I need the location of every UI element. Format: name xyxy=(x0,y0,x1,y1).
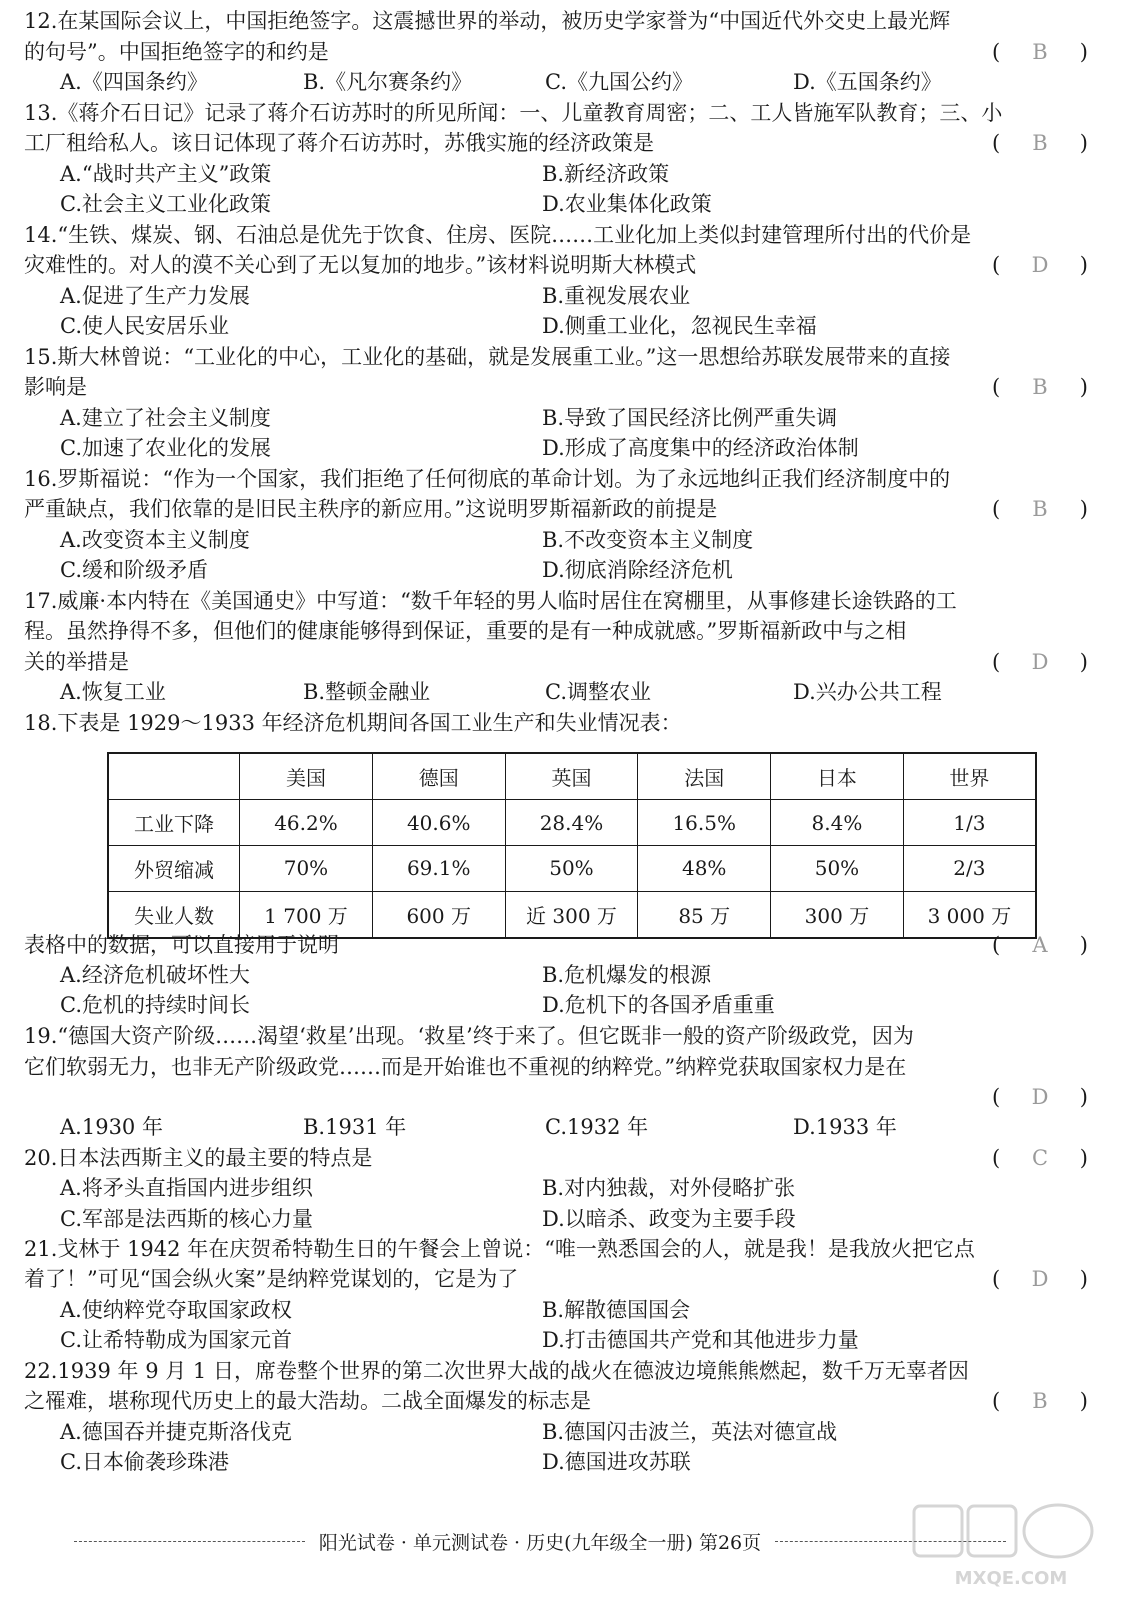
option-C: C.军部是法西斯的核心力量 xyxy=(60,1207,313,1231)
table-row xyxy=(108,891,1036,938)
question-20-stem-line xyxy=(24,1143,1088,1173)
stem-text: 之罹难，堪称现代历史上的最大浩劫。二战全面爆发的标志是 xyxy=(24,1389,591,1413)
question-12-options xyxy=(60,67,1088,97)
question-19-stem-line xyxy=(24,1021,1088,1051)
question-16-options xyxy=(60,525,1088,555)
answer-paren-open: ( xyxy=(992,497,1001,521)
table-cell: 70% xyxy=(240,845,373,891)
stem-text: 14.“生铁、煤炭、钢、石油总是优先于饮食、住房、医院……工业化加上类似封建管理所付出的代价是 xyxy=(24,223,972,247)
option-D: D.德国进攻苏联 xyxy=(542,1450,691,1474)
stem-text: 16.罗斯福说：“作为一个国家，我们拒绝了任何彻底的革命计划。为了永远地纠正我们经济制度中的 xyxy=(24,467,951,491)
question-14-stem-line xyxy=(24,250,1088,280)
option-D: D.危机下的各国矛盾重重 xyxy=(542,993,775,1017)
table-cell: 28.4% xyxy=(505,800,638,846)
answer-paren-close: ) xyxy=(1079,933,1088,957)
option-D: D.1933 年 xyxy=(793,1115,897,1139)
table-cell: 85 万 xyxy=(638,891,771,938)
table-row xyxy=(108,800,1036,846)
question-13-stem-line xyxy=(24,98,1088,128)
option-B: B.重视发展农业 xyxy=(542,284,691,308)
answer-paren-open: ( xyxy=(992,131,1001,155)
option-C: C.1932 年 xyxy=(545,1115,649,1139)
question-22-stem-line xyxy=(24,1386,1088,1416)
option-B: B.《凡尔赛条约》 xyxy=(303,70,473,94)
question-22-stem-line xyxy=(24,1356,1088,1386)
stem-text: 严重缺点，我们依靠的是旧民主秩序的新应用。”这说明罗斯福新政的前提是 xyxy=(24,497,718,521)
question-21-stem-line xyxy=(24,1234,1088,1264)
option-A: A.建立了社会主义制度 xyxy=(60,406,271,430)
option-A: A.使纳粹党夺取国家政权 xyxy=(60,1298,292,1322)
footer-dash-left xyxy=(74,1541,305,1542)
stem-text: 19.“德国大资产阶级……渴望‘救星’出现。‘救星’终于来了。但它既非一般的资产阶级政党，因为 xyxy=(24,1024,914,1048)
answer-key: B xyxy=(1032,131,1048,155)
answer-key: C xyxy=(1031,1146,1049,1170)
option-B: B.整顿金融业 xyxy=(303,680,431,704)
option-B: B.不改变资本主义制度 xyxy=(542,528,754,552)
option-B: B.德国闪击波兰，英法对德宣战 xyxy=(542,1420,838,1444)
answer-key: B xyxy=(1032,1389,1048,1413)
question-19-stem-line xyxy=(24,1052,1088,1082)
answer-key: A xyxy=(1032,933,1048,957)
option-A: A.将矛头直指国内进步组织 xyxy=(60,1176,313,1200)
table-cell: 1 700 万 xyxy=(240,891,373,938)
stem-text: 20.日本法西斯主义的最主要的特点是 xyxy=(24,1146,373,1170)
table-header-cell: 日本 xyxy=(771,753,904,800)
answer-key: B xyxy=(1032,375,1048,399)
table-cell: 50% xyxy=(771,845,904,891)
stem-text: 18.下表是 1929～1933 年经济危机期间各国工业生产和失业情况表： xyxy=(24,711,682,735)
question-19-options xyxy=(60,1112,1088,1142)
stem-text: 15.斯大林曾说：“工业化的中心，工业化的基础，就是发展重工业。”这一思想给苏联发展带来的直接 xyxy=(24,345,951,369)
table-cell: 3 000 万 xyxy=(903,891,1036,938)
answer-paren-close: ) xyxy=(1079,1267,1088,1291)
answer-key: B xyxy=(1032,40,1048,64)
question-16-options xyxy=(60,555,1088,585)
stem-text: 灾难性的。对人的漠不关心到了无以复加的地步。”该材料说明斯大林模式 xyxy=(24,253,697,277)
answer-paren-close: ) xyxy=(1079,1085,1088,1109)
table-cell: 48% xyxy=(638,845,771,891)
question-15-stem-line xyxy=(24,372,1088,402)
table-cell: 外贸缩减 xyxy=(108,845,240,891)
stem-text: 影响是 xyxy=(24,375,87,399)
answer-bracket xyxy=(992,494,1088,524)
answer-paren-open: ( xyxy=(992,1146,1001,1170)
stem-text: 着了！”可见“国会纵火案”是纳粹党谋划的，它是为了 xyxy=(24,1267,519,1291)
question-14-options xyxy=(60,281,1088,311)
option-C: C.使人民安居乐业 xyxy=(60,314,229,338)
stem-text: 13.《蒋介石日记》记录了蒋介石访苏时的所见所闻：一、儿童教育周密；二、工人皆施军队教育；三、小 xyxy=(24,101,1003,125)
answer-bracket xyxy=(992,372,1088,402)
option-C: C.缓和阶级矛盾 xyxy=(60,558,208,582)
table-cell: 失业人数 xyxy=(108,891,240,938)
watermark-logo-icon xyxy=(906,1500,1116,1592)
table-header-cell: 法国 xyxy=(638,753,771,800)
table-row xyxy=(108,845,1036,891)
answer-paren-open: ( xyxy=(992,1267,1001,1291)
question-18-options xyxy=(60,960,1088,990)
option-C: C.日本偷袭珍珠港 xyxy=(60,1450,229,1474)
stem-text: 22.1939 年 9 月 1 日，席卷整个世界的第二次世界大战的战火在德波边境熊熊燃起，数千万无辜者因 xyxy=(24,1359,969,1383)
question-15-stem-line xyxy=(24,342,1088,372)
table-header-cell: 德国 xyxy=(372,753,505,800)
answer-bracket xyxy=(992,250,1088,280)
answer-paren-close: ) xyxy=(1079,1389,1088,1413)
option-B: B.导致了国民经济比例严重失调 xyxy=(542,406,838,430)
question-19-answer-line xyxy=(24,1082,1088,1112)
answer-bracket xyxy=(992,647,1088,677)
question-17-stem-line xyxy=(24,647,1088,677)
option-D: D.打击德国共产党和其他进步力量 xyxy=(542,1328,859,1352)
answer-paren-open: ( xyxy=(992,1085,1001,1109)
table-cell: 16.5% xyxy=(638,800,771,846)
question-13-options xyxy=(60,159,1088,189)
stem-text: 12.在某国际会议上，中国拒绝签字。这震撼世界的举动，被历史学家誉为“中国近代外交史上最光辉 xyxy=(24,9,951,33)
option-B: B.新经济政策 xyxy=(542,162,670,186)
table-cell: 40.6% xyxy=(372,800,505,846)
question-20-options xyxy=(60,1204,1088,1234)
answer-paren-close: ) xyxy=(1079,40,1088,64)
footer-text: 阳光试卷 · 单元测试卷 · 历史(九年级全一册) 第26页 xyxy=(318,1531,762,1554)
page-footer xyxy=(60,1526,1020,1556)
answer-paren-close: ) xyxy=(1079,1146,1088,1170)
question-17-options xyxy=(60,677,1088,707)
answer-key: D xyxy=(1031,1267,1049,1291)
option-C: C.《九国公约》 xyxy=(545,70,693,94)
answer-bracket xyxy=(992,1143,1088,1173)
question-20-options xyxy=(60,1173,1088,1203)
question-14-options xyxy=(60,311,1088,341)
option-C: C.社会主义工业化政策 xyxy=(60,192,271,216)
table-header-cell xyxy=(108,753,240,800)
answer-paren-open: ( xyxy=(992,253,1001,277)
option-D: D.彻底消除经济危机 xyxy=(542,558,733,582)
question-15-options xyxy=(60,433,1088,463)
stem-text: 表格中的数据，可以直接用于说明 xyxy=(24,933,339,957)
option-D: D.以暗杀、政变为主要手段 xyxy=(542,1207,796,1231)
option-B: B.对内独裁，对外侵略扩张 xyxy=(542,1176,796,1200)
answer-paren-close: ) xyxy=(1079,375,1088,399)
option-A: A.德国吞并捷克斯洛伐克 xyxy=(60,1420,292,1444)
question-16-stem-line xyxy=(24,494,1088,524)
option-D: D.农业集体化政策 xyxy=(542,192,712,216)
answer-key: D xyxy=(1031,650,1049,674)
option-C: C.危机的持续时间长 xyxy=(60,993,250,1017)
option-B: B.解散德国国会 xyxy=(542,1298,691,1322)
question-21-stem-line xyxy=(24,1264,1088,1294)
option-A: A.《四国条约》 xyxy=(60,70,208,94)
option-A: A.“战时共产主义”政策 xyxy=(60,162,272,186)
option-C: C.加速了农业化的发展 xyxy=(60,436,271,460)
answer-paren-open: ( xyxy=(992,650,1001,674)
question-17-stem-line xyxy=(24,586,1088,616)
option-A: A.改变资本主义制度 xyxy=(60,528,250,552)
answer-key: D xyxy=(1031,253,1049,277)
table-header-cell: 英国 xyxy=(505,753,638,800)
question-13-options xyxy=(60,189,1088,219)
option-A: A.1930 年 xyxy=(60,1115,163,1139)
table-cell: 50% xyxy=(505,845,638,891)
option-D: D.侧重工业化，忽视民生幸福 xyxy=(542,314,817,338)
question-22-options xyxy=(60,1447,1088,1477)
question-18-stem-line xyxy=(24,708,1088,738)
question-22-options xyxy=(60,1417,1088,1447)
option-D: D.兴办公共工程 xyxy=(793,680,942,704)
table-cell: 69.1% xyxy=(372,845,505,891)
answer-bracket xyxy=(992,1386,1088,1416)
answer-paren-close: ) xyxy=(1079,131,1088,155)
answer-paren-open: ( xyxy=(992,40,1001,64)
stem-text: 工厂租给私人。该日记体现了蒋介石访苏时，苏俄实施的经济政策是 xyxy=(24,131,654,155)
option-A: A.促进了生产力发展 xyxy=(60,284,250,308)
table-cell: 1/3 xyxy=(903,800,1036,846)
question-14-stem-line xyxy=(24,220,1088,250)
question-17-stem-line xyxy=(24,616,1088,646)
question-21-options xyxy=(60,1325,1088,1355)
table-cell: 600 万 xyxy=(372,891,505,938)
answer-paren-open: ( xyxy=(992,375,1001,399)
answer-bracket xyxy=(992,37,1088,67)
answer-bracket xyxy=(992,1264,1088,1294)
answer-bracket xyxy=(992,128,1088,158)
option-A: A.恢复工业 xyxy=(60,680,166,704)
option-B: B.1931 年 xyxy=(303,1115,407,1139)
option-A: A.经济危机破坏性大 xyxy=(60,963,250,987)
answer-paren-close: ) xyxy=(1079,497,1088,521)
question-21-options xyxy=(60,1295,1088,1325)
table-header-cell: 世界 xyxy=(903,753,1036,800)
stem-text: 它们软弱无力，也非无产阶级政党……而是开始谁也不重视的纳粹党。”纳粹党获取国家权力是在 xyxy=(24,1055,907,1079)
option-C: C.让希特勒成为国家元首 xyxy=(60,1328,292,1352)
question-15-options xyxy=(60,403,1088,433)
stem-text: 关的举措是 xyxy=(24,650,129,674)
table-cell: 46.2% xyxy=(240,800,373,846)
question-18-options xyxy=(60,990,1088,1020)
table-cell: 8.4% xyxy=(771,800,904,846)
answer-paren-close: ) xyxy=(1079,650,1088,674)
stem-text: 21.戈林于 1942 年在庆贺希特勒生日的午餐会上曾说：“唯一熟悉国会的人，就是我！是我放火把它点 xyxy=(24,1237,975,1261)
answer-paren-open: ( xyxy=(992,933,1001,957)
stem-text: 17.威廉·本内特在《美国通史》中写道：“数千年轻的男人临时居住在窝棚里，从事修建长途铁路的工 xyxy=(24,589,957,613)
question-12-stem-line xyxy=(24,37,1088,67)
answer-key: B xyxy=(1032,497,1048,521)
answer-paren-open: ( xyxy=(992,1389,1001,1413)
answer-bracket xyxy=(992,1082,1088,1112)
question-16-stem-line xyxy=(24,464,1088,494)
stem-text: 程。虽然挣得不多，但他们的健康能够得到保证，重要的是有一种成就感。”罗斯福新政中与之相 xyxy=(24,619,907,643)
answer-key: D xyxy=(1031,1085,1049,1109)
table-header-row xyxy=(108,753,1036,800)
option-D: D.形成了高度集中的经济政治体制 xyxy=(542,436,859,460)
option-D: D.《五国条约》 xyxy=(793,70,942,94)
watermark-url: MXQE.COM xyxy=(954,1568,1068,1589)
question-12-stem-line xyxy=(24,6,1088,36)
option-C: C.调整农业 xyxy=(545,680,651,704)
table-cell: 2/3 xyxy=(903,845,1036,891)
table-cell: 近 300 万 xyxy=(505,891,638,938)
answer-paren-close: ) xyxy=(1079,253,1088,277)
table-cell: 工业下降 xyxy=(108,800,240,846)
stem-text: 的句号”。中国拒绝签字的和约是 xyxy=(24,40,329,64)
option-B: B.危机爆发的根源 xyxy=(542,963,712,987)
table-header-cell: 美国 xyxy=(240,753,373,800)
table-cell: 300 万 xyxy=(771,891,904,938)
economic-crisis-table xyxy=(107,752,1037,939)
question-13-stem-line xyxy=(24,128,1088,158)
